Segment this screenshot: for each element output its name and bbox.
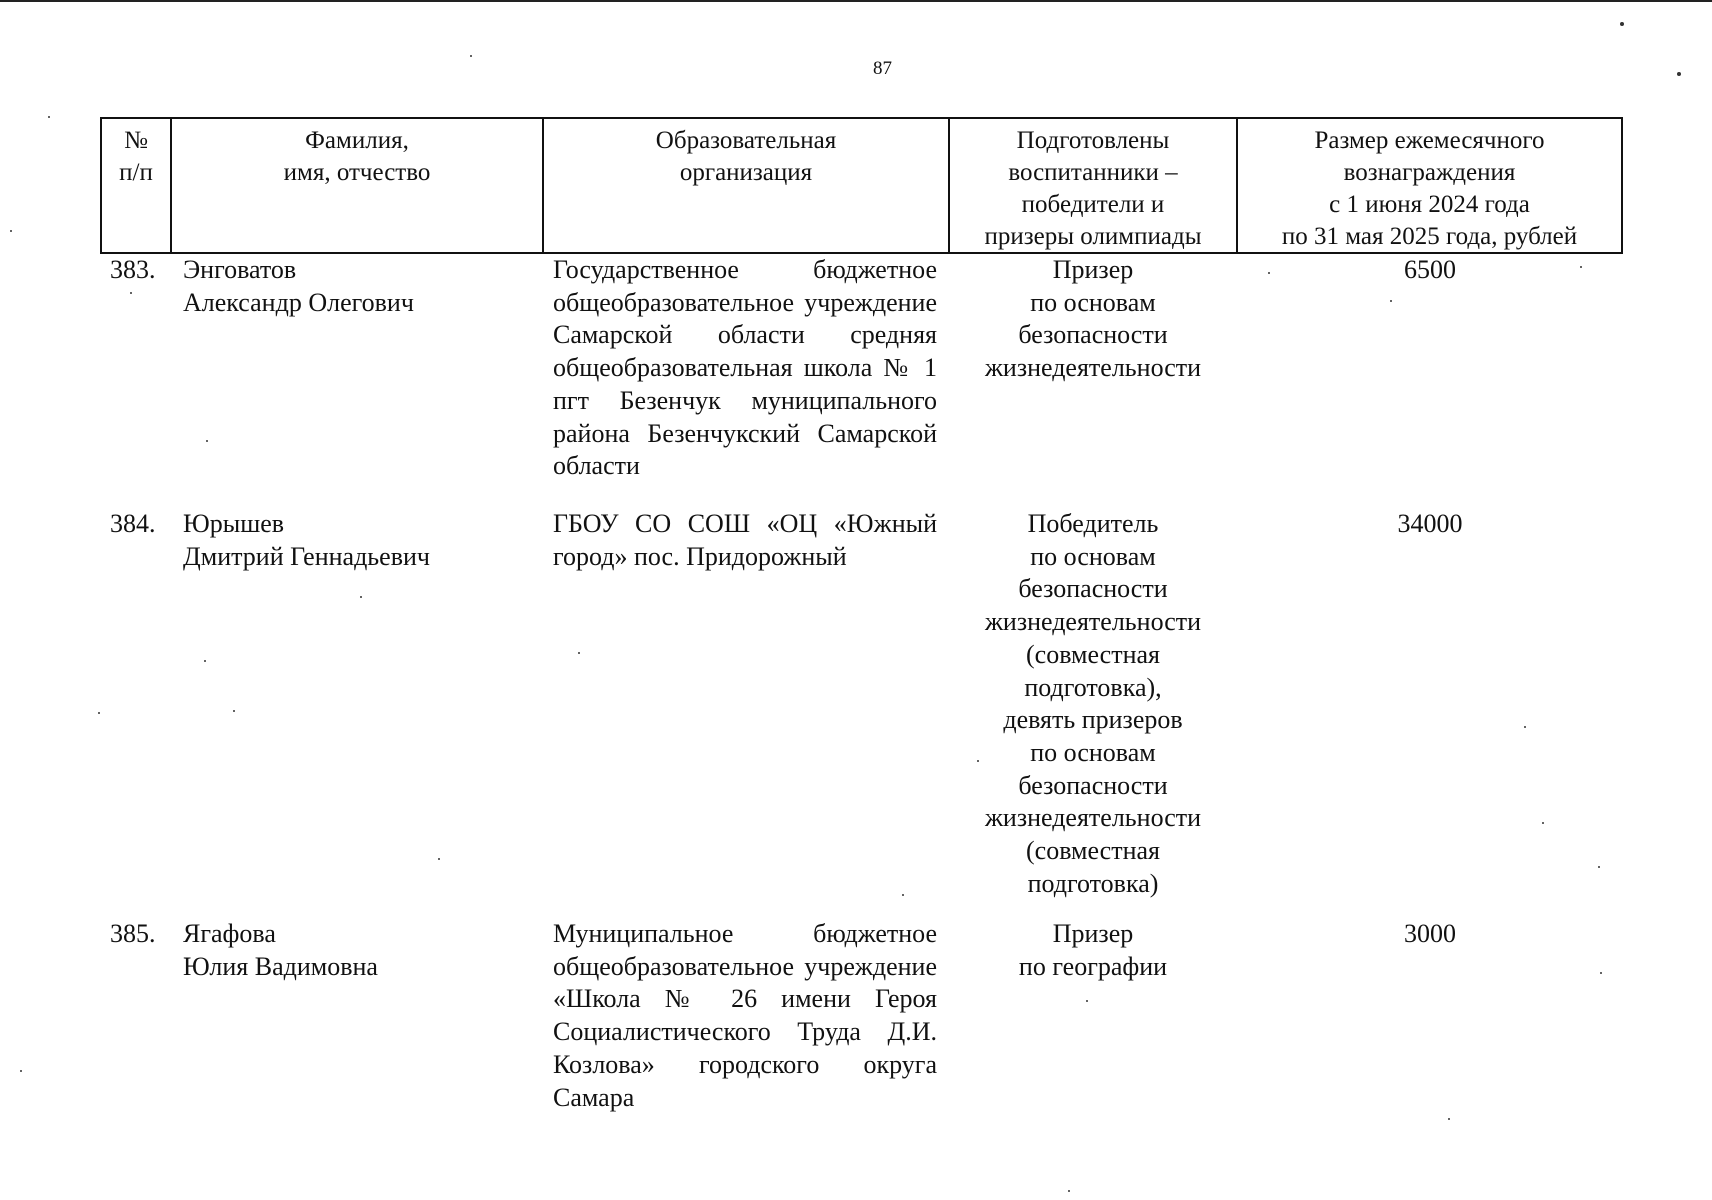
- row-olympiad-result: Победитель по основам безопасности жизнедеятельности (совместная подготовка), девять призеров по основам безопасности жизнедеятельности (совместная подготовка): [984, 509, 1202, 898]
- table-header: [100, 117, 1623, 254]
- row-organization: Государственное бюджетное общеобразовательное учреждение Самарской области средняя общеобразовательная школа № 1 пгт Безенчук муниципального района Безенчукский Самарской области: [553, 255, 937, 481]
- scan-speck: [1524, 726, 1526, 728]
- header-number: № п/п: [102, 119, 172, 252]
- page-number: 87: [873, 58, 892, 79]
- scan-speck: [1268, 272, 1270, 274]
- row-reward-amount: 34000: [1397, 509, 1463, 538]
- row-number: 383.: [110, 255, 156, 284]
- header-monthly-reward: Размер ежемесячного вознаграждения с 1 июня 2024 года по 31 мая 2025 года, рублей: [1281, 127, 1578, 250]
- scan-speck: [360, 596, 362, 598]
- scan-speck: [1600, 972, 1602, 974]
- row-number: 385.: [110, 919, 156, 948]
- scan-speck: [438, 858, 440, 860]
- top-scan-border: [0, 0, 1712, 2]
- header-olympiad-results: Подготовлены воспитанники – победители и призеры олимпиады: [950, 119, 1238, 252]
- scan-speck: [98, 712, 100, 714]
- scan-speck: [1580, 266, 1582, 268]
- scan-speck: [977, 760, 979, 762]
- header-full-name: Фамилия, имя, отчество: [172, 119, 544, 252]
- header-organization: Образовательная организация: [544, 119, 950, 252]
- row-reward-amount: 6500: [1404, 255, 1456, 284]
- scan-speck: [1390, 300, 1392, 302]
- row-full-name: Юрышев Дмитрий Геннадьевич: [183, 509, 430, 571]
- scan-speck: [130, 292, 132, 294]
- row-full-name: Ягафова Юлия Вадимовна: [183, 919, 378, 981]
- row-reward-amount: 3000: [1404, 919, 1456, 948]
- scan-speck: [1068, 1190, 1070, 1192]
- scan-speck: [1086, 1000, 1088, 1002]
- row-organization: ГБОУ СО СОШ «ОЦ «Южный город» пос. Придорожный: [553, 509, 937, 571]
- row-olympiad-result: Призер по географии: [1018, 919, 1168, 981]
- scan-speck: [1542, 822, 1544, 824]
- scan-speck: [1620, 22, 1624, 26]
- scan-speck: [204, 660, 206, 662]
- scan-speck: [1677, 72, 1681, 76]
- row-organization: Муниципальное бюджетное общеобразовательное учреждение «Школа № 26 имени Героя Социалистического Труда Д.И. Козлова» городского округа Самара: [553, 919, 937, 1112]
- row-number: 384.: [110, 509, 156, 538]
- row-olympiad-result: Призер по основам безопасности жизнедеятельности: [984, 255, 1202, 383]
- scan-speck: [206, 440, 208, 442]
- scan-speck: [48, 116, 50, 118]
- scan-speck: [1448, 1118, 1450, 1120]
- scan-speck: [20, 1070, 22, 1072]
- scan-speck: [470, 55, 472, 57]
- scan-speck: [10, 230, 12, 232]
- scan-speck: [233, 710, 235, 712]
- scan-speck: [578, 652, 580, 654]
- row-full-name: Энговатов Александр Олегович: [183, 255, 414, 317]
- scan-speck: [1598, 866, 1600, 868]
- scan-speck: [902, 894, 904, 896]
